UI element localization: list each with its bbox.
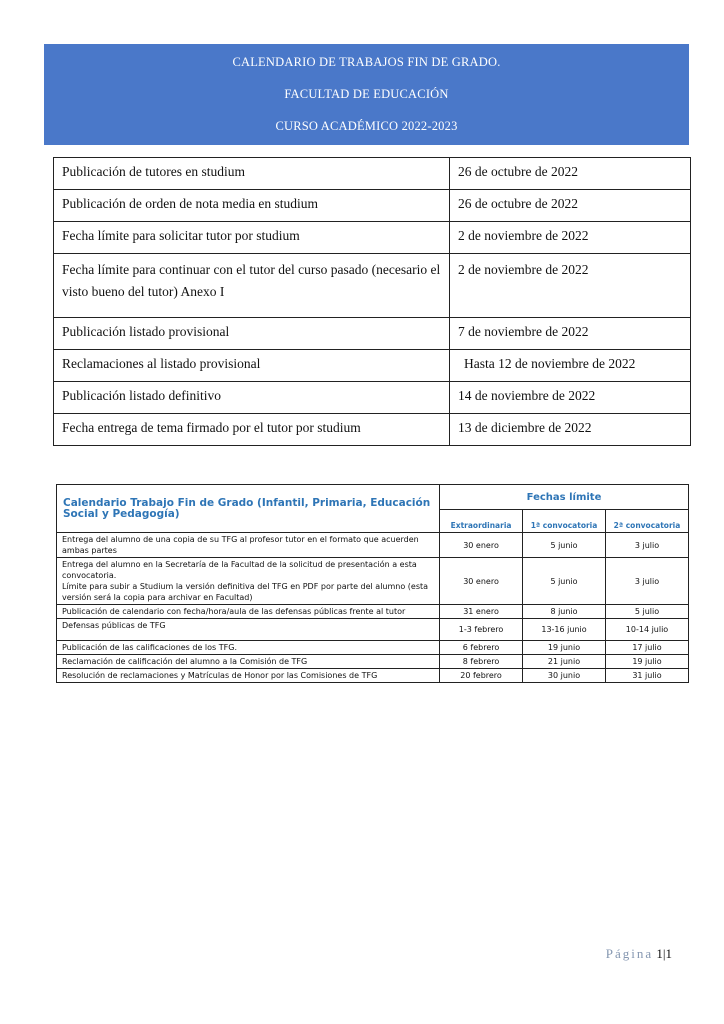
task-cell: Fecha límite para continuar con el tutor del curso pasado (necesario el visto bueno del tutor) Anexo I [54, 254, 450, 318]
task-cell: Fecha límite para solicitar tutor por studium [54, 222, 450, 254]
extra-date: 8 febrero [440, 655, 523, 669]
page-word: Página [605, 946, 654, 961]
date-cell: 26 de octubre de 2022 [450, 158, 691, 190]
page-total: 1 [665, 946, 672, 961]
table-row [57, 605, 689, 619]
first-call-date: 5 junio [523, 533, 606, 558]
second-call-date: 3 julio [605, 558, 688, 605]
table-row [57, 669, 689, 683]
task-cell: Entrega del alumno de una copia de su TFG al profesor tutor en el formato que acuerden ambas partes [57, 533, 440, 558]
date-cell: 14 de noviembre de 2022 [450, 382, 691, 414]
date-cell: 26 de octubre de 2022 [450, 190, 691, 222]
second-call-date: 3 julio [605, 533, 688, 558]
table-row [54, 222, 691, 254]
extra-date: 20 febrero [440, 669, 523, 683]
header-faculty: FACULTAD DE EDUCACIÓN [284, 87, 449, 101]
table-row [57, 533, 689, 558]
task-cell: Resolución de reclamaciones y Matrículas de Honor por las Comisiones de TFG [57, 669, 440, 683]
task-cell: Reclamaciones al listado provisional [54, 350, 450, 382]
page-number: 1 [656, 946, 663, 961]
second-call-date: 19 julio [605, 655, 688, 669]
task-cell [57, 558, 440, 605]
first-call-date: 5 junio [523, 558, 606, 605]
deadlines-header: Fechas límite [440, 485, 689, 510]
extra-date: 31 enero [440, 605, 523, 619]
table-row [54, 414, 691, 446]
date-cell: Hasta 12 de noviembre de 2022 [450, 350, 691, 382]
first-call-date: 30 junio [523, 669, 606, 683]
task-cell: Fecha entrega de tema firmado por el tutor por studium [54, 414, 450, 446]
page-separator: | [662, 946, 666, 961]
table-row [57, 558, 689, 605]
date-cell: 7 de noviembre de 2022 [450, 318, 691, 350]
task-cell: Publicación de orden de nota media en studium [54, 190, 450, 222]
col-first-call: 1ª convocatoria [523, 510, 606, 533]
table-row [54, 158, 691, 190]
extra-date: 1-3 febrero [440, 619, 523, 641]
task-text-secondary: Límite para subir a Studium la versión definitiva del TFG en PDF por parte del alumno (esta versión será la copia para archivar en Facultad) [62, 582, 429, 602]
col-extraordinaria: Extraordinaria [440, 510, 523, 533]
table-row [54, 318, 691, 350]
col-second-call: 2ª convocatoria [605, 510, 688, 533]
first-call-date: 21 junio [523, 655, 606, 669]
date-cell: 2 de noviembre de 2022 [450, 222, 691, 254]
second-call-date: 5 julio [605, 605, 688, 619]
table-header-row [57, 485, 689, 510]
task-cell: Defensas públicas de TFG [57, 619, 440, 641]
task-cell: Publicación de las calificaciones de los TFG. [57, 641, 440, 655]
date-cell: 13 de diciembre de 2022 [450, 414, 691, 446]
extra-date: 30 enero [440, 558, 523, 605]
header-course: CURSO ACADÉMICO 2022-2023 [275, 119, 458, 133]
task-cell: Publicación de tutores en studium [54, 158, 450, 190]
table-row [54, 382, 691, 414]
page-footer [606, 946, 672, 962]
table-row [57, 619, 689, 641]
task-cell: Publicación listado definitivo [54, 382, 450, 414]
table-title: Calendario Trabajo Fin de Grado (Infantil, Primaria, Educación Social y Pedagogía) [57, 485, 440, 533]
extra-date: 30 enero [440, 533, 523, 558]
table-row [54, 254, 691, 318]
second-call-date: 31 julio [605, 669, 688, 683]
task-cell: Reclamación de calificación del alumno a la Comisión de TFG [57, 655, 440, 669]
second-call-date: 17 julio [605, 641, 688, 655]
table-row [54, 350, 691, 382]
date-cell: 2 de noviembre de 2022 [450, 254, 691, 318]
table-row [57, 655, 689, 669]
first-call-date: 8 junio [523, 605, 606, 619]
first-call-date: 19 junio [523, 641, 606, 655]
assignment-calendar-table [53, 157, 691, 446]
task-cell: Publicación listado provisional [54, 318, 450, 350]
header-title: CALENDARIO DE TRABAJOS FIN DE GRADO. [232, 55, 501, 69]
first-call-date: 13-16 junio [523, 619, 606, 641]
table-row [54, 190, 691, 222]
extra-date: 6 febrero [440, 641, 523, 655]
header-banner [44, 44, 689, 145]
tfg-deadlines-table [56, 484, 689, 683]
task-text: Entrega del alumno en la Secretaría de la Facultad de la solicitud de presentación a esta convocatoria. [62, 560, 417, 580]
table-row [57, 641, 689, 655]
second-call-date: 10-14 julio [605, 619, 688, 641]
task-cell: Publicación de calendario con fecha/hora/aula de las defensas públicas frente al tutor [57, 605, 440, 619]
